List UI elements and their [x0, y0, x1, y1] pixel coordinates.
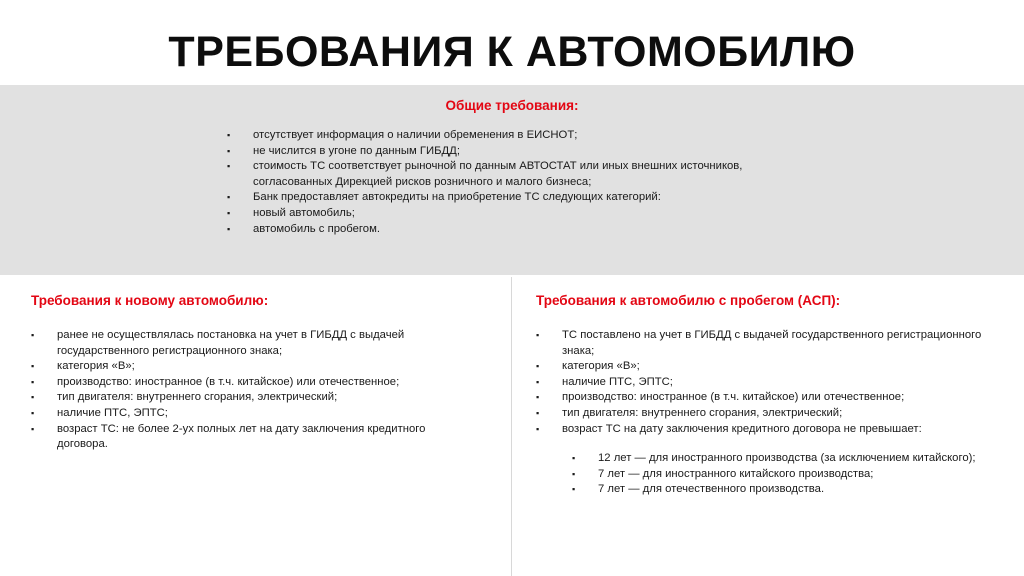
list-item	[31, 406, 471, 422]
list-item	[227, 128, 787, 144]
list-item	[31, 422, 471, 453]
list-item	[31, 359, 471, 375]
list-item-text: наличие ПТС, ЭПТС;	[562, 375, 673, 388]
general-requirements-heading: Общие требования:	[445, 98, 579, 113]
list-item-text: наличие ПТС, ЭПТС;	[57, 406, 168, 419]
page-title: ТРЕБОВАНИЯ К АВТОМОБИЛЮ	[168, 28, 856, 76]
list-item-text: не числится в угоне по данным ГИБДД;	[253, 144, 460, 157]
list-item-text: тип двигателя: внутреннего сгорания, электрический;	[562, 406, 843, 419]
list-item	[536, 422, 996, 438]
list-item-text: производство: иностранное (в т.ч. китайское) или отечественное;	[562, 391, 905, 404]
bullet-icon: ▪	[31, 361, 35, 372]
list-item	[536, 375, 996, 391]
general-requirements-list	[227, 128, 787, 237]
bullet-icon: ▪	[31, 392, 35, 403]
bullet-icon: ▪	[227, 161, 231, 172]
list-item	[227, 144, 787, 160]
bullet-icon: ▪	[31, 376, 35, 387]
bullet-icon: ▪	[227, 207, 231, 218]
list-item	[536, 406, 996, 422]
bullet-icon: ▪	[572, 453, 576, 463]
bullet-icon: ▪	[227, 145, 231, 156]
bullet-icon: ▪	[536, 376, 540, 387]
list-item-text: 12 лет — для иностранного производства (за исключением китайского);	[598, 452, 976, 464]
list-item	[572, 451, 992, 467]
bullet-icon: ▪	[227, 192, 231, 203]
list-item-text: отсутствует информация о наличии обременения в ЕИСНОТ;	[253, 129, 578, 141]
bullet-icon: ▪	[572, 468, 576, 479]
list-item-text: тип двигателя: внутреннего сгорания, электрический;	[57, 391, 338, 404]
used-car-heading: Требования к автомобилю с пробегом (АСП):	[536, 293, 841, 308]
bullet-icon: ▪	[536, 361, 540, 372]
bullet-icon: ▪	[227, 223, 231, 234]
bullet-icon: ▪	[536, 423, 540, 434]
bullet-icon: ▪	[536, 407, 540, 418]
column-divider	[511, 277, 512, 576]
bullet-icon: ▪	[536, 330, 540, 340]
list-item	[227, 222, 787, 238]
bullet-icon: ▪	[31, 407, 35, 418]
list-item-text: категория «В»;	[57, 360, 135, 373]
list-item	[572, 482, 992, 498]
list-item	[536, 390, 996, 406]
list-item	[31, 375, 471, 391]
used-car-age-limits-list	[572, 451, 992, 498]
bullet-icon: ▪	[31, 330, 35, 340]
bullet-icon: ▪	[536, 392, 540, 403]
list-item	[31, 328, 471, 359]
list-item-text: новый автомобиль;	[253, 206, 355, 219]
list-item-text: Банк предоставляет автокредиты на приобретение ТС следующих категорий:	[253, 191, 661, 204]
new-car-requirements-list	[31, 328, 471, 453]
list-item-text: категория «В»;	[562, 360, 640, 373]
list-item	[31, 390, 471, 406]
list-item	[227, 206, 787, 222]
list-item-text: 7 лет — для отечественного производства.	[598, 483, 825, 496]
general-requirements-panel	[0, 85, 1024, 275]
list-item-text: возраст ТС: не более 2-ух полных лет на дату заключения кредитного договора.	[57, 422, 426, 451]
list-item	[536, 328, 996, 359]
list-item	[227, 159, 787, 190]
list-item-text: возраст ТС на дату заключения кредитного договора не превышает:	[562, 422, 922, 435]
bullet-icon: ▪	[227, 130, 231, 140]
list-item-text: стоимость ТС соответствует рыночной по данным АВТОСТАТ или иных внешних источников, согласованных Дирекцией рисков розничного и малого бизнеса;	[253, 160, 743, 188]
list-item	[572, 467, 992, 483]
list-item-text: 7 лет — для иностранного китайского производства;	[598, 467, 874, 480]
list-item	[536, 359, 996, 375]
bullet-icon: ▪	[31, 423, 35, 434]
list-item-text: автомобиль с пробегом.	[253, 222, 380, 235]
list-item-text: производство: иностранное (в т.ч. китайское) или отечественное;	[57, 375, 400, 388]
list-item-text: ранее не осуществлялась постановка на учет в ГИБДД с выдачей государственного регистрационного знака;	[57, 329, 405, 357]
list-item	[227, 190, 787, 206]
list-item-text: ТС поставлено на учет в ГИБДД с выдачей государственного регистрационного знака;	[562, 329, 982, 357]
new-car-heading: Требования к новому автомобилю:	[31, 293, 269, 308]
used-car-requirements-list	[536, 328, 996, 437]
bullet-icon: ▪	[572, 484, 576, 495]
